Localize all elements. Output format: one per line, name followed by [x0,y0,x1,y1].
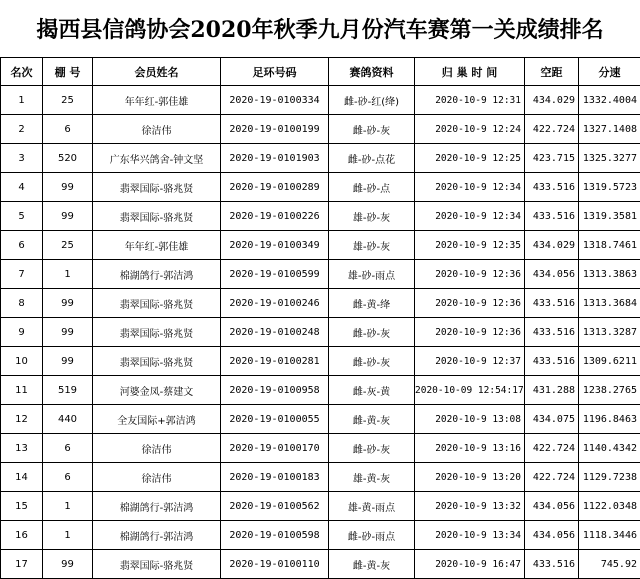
cell-speed: 1318.7461 [579,231,640,260]
cell-speed: 1313.3287 [579,318,640,347]
table-row [1,405,640,434]
cell-member: 棉湖鸽行-郭洁鸿 [93,260,221,289]
cell-time: 2020-10-9 13:34 [415,521,525,550]
cell-info: 雌-砂-灰 [329,115,415,144]
cell-time: 2020-10-9 13:08 [415,405,525,434]
page-title: 揭西县信鸽协会2020年秋季九月份汽车赛第一关成绩排名 [0,0,640,57]
cell-speed: 1238.2765 [579,376,640,405]
cell-ring: 2020-19-0100958 [221,376,329,405]
cell-rank: 7 [1,260,43,289]
cell-loft: 519 [43,376,93,405]
cell-rank: 15 [1,492,43,521]
col-header-time: 归 巢 时 间 [415,58,525,86]
cell-distance: 433.516 [525,550,579,579]
cell-speed: 1196.8463 [579,405,640,434]
col-header-member: 会员姓名 [93,58,221,86]
col-header-info: 赛鸽资料 [329,58,415,86]
cell-distance: 431.288 [525,376,579,405]
cell-loft: 6 [43,434,93,463]
cell-time: 2020-10-9 13:32 [415,492,525,521]
table-row [1,318,640,347]
cell-time: 2020-10-9 12:31 [415,86,525,115]
table-row [1,173,640,202]
cell-member: 棉湖鸽行-郭洁鸿 [93,521,221,550]
cell-time: 2020-10-9 12:37 [415,347,525,376]
cell-speed: 1332.4004 [579,86,640,115]
cell-speed: 1319.3581 [579,202,640,231]
table-row [1,434,640,463]
cell-loft: 520 [43,144,93,173]
cell-info: 雌-黄-灰 [329,550,415,579]
cell-rank: 4 [1,173,43,202]
table-row [1,289,640,318]
cell-ring: 2020-19-0100562 [221,492,329,521]
cell-info: 雌-砂-红(绛) [329,86,415,115]
cell-member: 翡翠国际-骆兆贤 [93,550,221,579]
cell-speed: 1118.3446 [579,521,640,550]
cell-info: 雌-砂-灰 [329,347,415,376]
cell-speed: 1129.7238 [579,463,640,492]
cell-speed: 1313.3863 [579,260,640,289]
cell-rank: 17 [1,550,43,579]
cell-info: 雌-砂-点花 [329,144,415,173]
cell-member: 翡翠国际-骆兆贤 [93,173,221,202]
cell-speed: 1327.1408 [579,115,640,144]
cell-speed: 1325.3277 [579,144,640,173]
cell-time: 2020-10-9 12:25 [415,144,525,173]
cell-ring: 2020-19-0100248 [221,318,329,347]
cell-speed: 1122.0348 [579,492,640,521]
cell-time: 2020-10-9 12:34 [415,173,525,202]
cell-ring: 2020-19-0100334 [221,86,329,115]
cell-rank: 12 [1,405,43,434]
cell-member: 年年红-郭佳雄 [93,231,221,260]
cell-loft: 440 [43,405,93,434]
cell-distance: 433.516 [525,202,579,231]
cell-distance: 434.029 [525,86,579,115]
cell-ring: 2020-19-0100110 [221,550,329,579]
table-row [1,347,640,376]
cell-loft: 99 [43,289,93,318]
cell-speed: 1313.3684 [579,289,640,318]
table-row [1,521,640,550]
cell-rank: 6 [1,231,43,260]
cell-distance: 433.516 [525,347,579,376]
cell-info: 雌-砂-点 [329,173,415,202]
cell-loft: 99 [43,202,93,231]
cell-speed: 1319.5723 [579,173,640,202]
cell-member: 广东华兴鸽舍-钟文坚 [93,144,221,173]
cell-ring: 2020-19-0100281 [221,347,329,376]
cell-time: 2020-10-9 13:16 [415,434,525,463]
cell-info: 雄-砂-雨点 [329,260,415,289]
cell-rank: 5 [1,202,43,231]
cell-ring: 2020-19-0100199 [221,115,329,144]
cell-time: 2020-10-9 13:20 [415,463,525,492]
cell-member: 徐洁伟 [93,463,221,492]
cell-ring: 2020-19-0100055 [221,405,329,434]
cell-distance: 434.056 [525,521,579,550]
cell-rank: 16 [1,521,43,550]
cell-time: 2020-10-9 12:35 [415,231,525,260]
table-row [1,86,640,115]
cell-rank: 1 [1,86,43,115]
table-body [1,86,640,579]
table-row [1,144,640,173]
cell-rank: 9 [1,318,43,347]
cell-member: 翡翠国际-骆兆贤 [93,318,221,347]
cell-ring: 2020-19-0100246 [221,289,329,318]
table-row [1,463,640,492]
cell-member: 徐洁伟 [93,115,221,144]
cell-loft: 99 [43,347,93,376]
cell-time: 2020-10-9 12:24 [415,115,525,144]
cell-loft: 1 [43,521,93,550]
cell-ring: 2020-19-0100170 [221,434,329,463]
col-header-distance: 空距 [525,58,579,86]
cell-loft: 99 [43,550,93,579]
cell-ring: 2020-19-0100598 [221,521,329,550]
cell-loft: 99 [43,173,93,202]
cell-time: 2020-10-09 12:54:17 [415,376,525,405]
cell-speed: 1309.6211 [579,347,640,376]
col-header-loft: 棚 号 [43,58,93,86]
cell-ring: 2020-19-0100599 [221,260,329,289]
cell-info: 雄-砂-灰 [329,231,415,260]
cell-distance: 434.075 [525,405,579,434]
cell-member: 翡翠国际-骆兆贤 [93,289,221,318]
table-row [1,550,640,579]
table-row [1,492,640,521]
cell-loft: 25 [43,231,93,260]
cell-distance: 434.056 [525,260,579,289]
cell-member: 翡翠国际-骆兆贤 [93,347,221,376]
cell-ring: 2020-19-0100349 [221,231,329,260]
cell-distance: 423.715 [525,144,579,173]
cell-member: 徐洁伟 [93,434,221,463]
cell-distance: 433.516 [525,318,579,347]
cell-speed: 745.92 [579,550,640,579]
cell-time: 2020-10-9 12:34 [415,202,525,231]
cell-time: 2020-10-9 12:36 [415,289,525,318]
cell-rank: 11 [1,376,43,405]
cell-loft: 6 [43,115,93,144]
col-header-ring: 足环号码 [221,58,329,86]
table-row [1,231,640,260]
cell-distance: 434.056 [525,492,579,521]
cell-loft: 1 [43,260,93,289]
cell-loft: 6 [43,463,93,492]
cell-info: 雄-黄-雨点 [329,492,415,521]
cell-time: 2020-10-9 12:36 [415,260,525,289]
cell-loft: 25 [43,86,93,115]
cell-speed: 1140.4342 [579,434,640,463]
cell-member: 翡翠国际-骆兆贤 [93,202,221,231]
cell-rank: 8 [1,289,43,318]
cell-member: 全友国际+郭洁鸿 [93,405,221,434]
cell-member: 年年红-郭佳雄 [93,86,221,115]
table-header-row [1,58,640,86]
col-header-rank: 名次 [1,58,43,86]
cell-ring: 2020-19-0100289 [221,173,329,202]
table-row [1,202,640,231]
cell-rank: 10 [1,347,43,376]
cell-info: 雌-黄-灰 [329,405,415,434]
table-row [1,260,640,289]
cell-time: 2020-10-9 16:47 [415,550,525,579]
cell-rank: 14 [1,463,43,492]
results-table [0,57,640,579]
col-header-speed: 分速 [579,58,640,86]
cell-info: 雌-砂-灰 [329,434,415,463]
cell-info: 雌-灰-黄 [329,376,415,405]
table-row [1,115,640,144]
cell-time: 2020-10-9 12:36 [415,318,525,347]
cell-member: 棉湖鸽行-郭洁鸿 [93,492,221,521]
cell-loft: 1 [43,492,93,521]
cell-info: 雄-砂-灰 [329,202,415,231]
table-row [1,376,640,405]
cell-distance: 434.029 [525,231,579,260]
cell-distance: 422.724 [525,115,579,144]
cell-ring: 2020-19-0100226 [221,202,329,231]
cell-ring: 2020-19-0101903 [221,144,329,173]
cell-info: 雌-砂-雨点 [329,521,415,550]
cell-member: 河婆金凤-蔡建文 [93,376,221,405]
cell-distance: 433.516 [525,173,579,202]
cell-info: 雌-砂-灰 [329,318,415,347]
cell-rank: 2 [1,115,43,144]
cell-distance: 422.724 [525,434,579,463]
cell-rank: 13 [1,434,43,463]
cell-info: 雄-黄-灰 [329,463,415,492]
cell-ring: 2020-19-0100183 [221,463,329,492]
cell-distance: 433.516 [525,289,579,318]
cell-loft: 99 [43,318,93,347]
cell-distance: 422.724 [525,463,579,492]
cell-info: 雌-黄-绛 [329,289,415,318]
cell-rank: 3 [1,144,43,173]
